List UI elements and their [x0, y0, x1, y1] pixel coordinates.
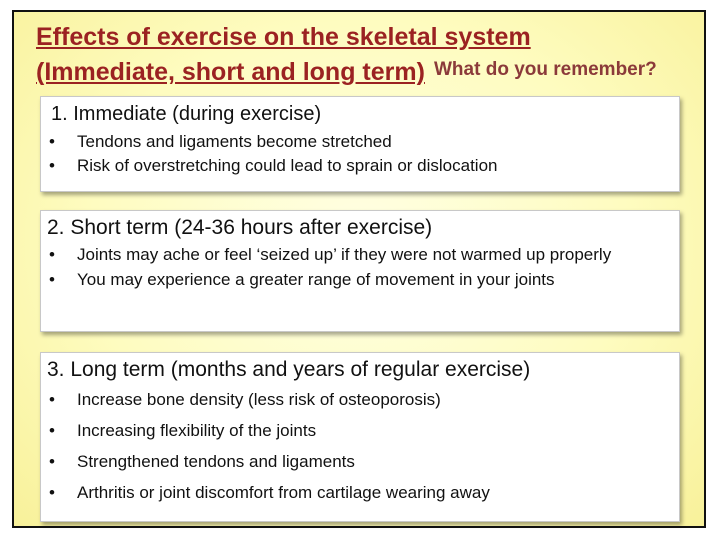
title-line-1: Effects of exercise on the skeletal system	[36, 23, 531, 51]
bullet-item: • Joints may ache or feel ‘seized up’ if they were not warmed up properly	[41, 244, 679, 266]
section-heading: 3. Long term (months and years of regular exercise)	[47, 358, 531, 381]
bullet-list	[41, 244, 679, 291]
bullet-list	[41, 389, 679, 504]
bullet-item: • You may experience a greater range of movement in your joints	[41, 269, 679, 291]
slide	[12, 10, 706, 528]
bullet-item: • Tendons and ligaments become stretched	[41, 130, 679, 154]
overlay-question: What do you remember?	[434, 59, 657, 80]
section-immediate	[40, 96, 680, 192]
bullet-item: • Risk of overstretching could lead to sprain or dislocation	[41, 154, 679, 178]
title-line-2: (Immediate, short and long term)	[36, 58, 425, 86]
section-short-term	[40, 210, 680, 332]
bullet-item: • Increasing flexibility of the joints	[41, 420, 679, 442]
section-long-term	[40, 352, 680, 522]
bullet-list	[41, 130, 679, 178]
bullet-item: • Increase bone density (less risk of osteoporosis)	[41, 389, 679, 411]
section-heading: 2. Short term (24-36 hours after exercise)	[47, 216, 433, 239]
section-heading: 1. Immediate (during exercise)	[51, 103, 322, 125]
bullet-item: • Strengthened tendons and ligaments	[41, 451, 679, 473]
bullet-item: • Arthritis or joint discomfort from cartilage wearing away	[41, 482, 679, 504]
